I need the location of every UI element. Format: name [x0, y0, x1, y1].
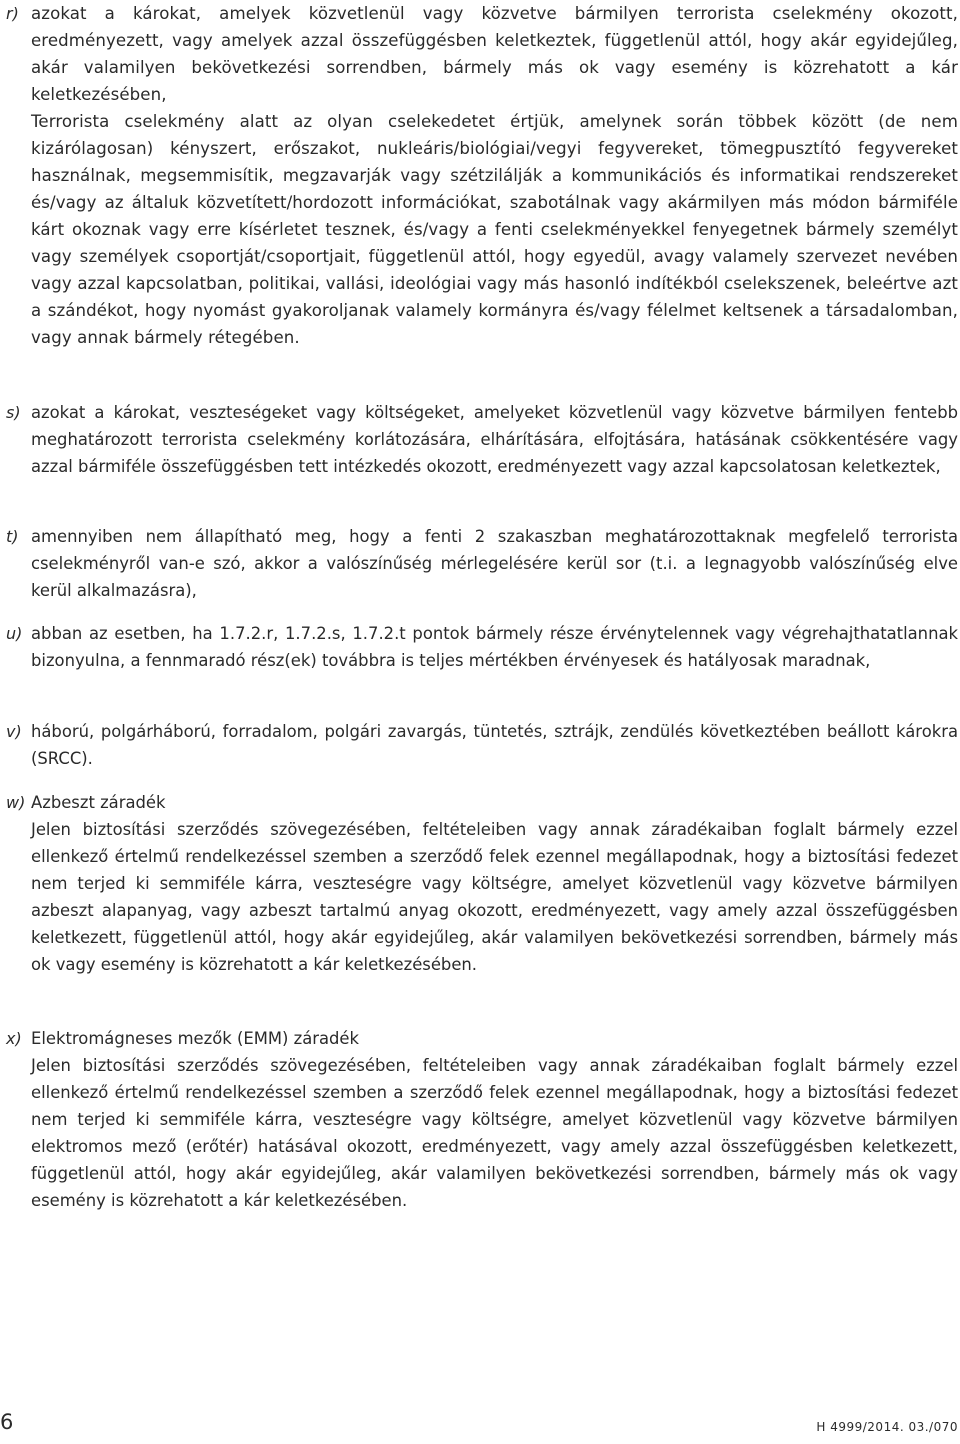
clause-marker: v)	[6, 722, 22, 741]
clause-paragraph: Jelen biztosítási szerződés szövegezésében, feltételeiben vagy annak záradékaiban foglalt bármely ezzel ellenkező értelmű rendelkezéssel szemben a szerződő felek ezennel megállapodnak, hogy a biztosítási fedezet nem terjed ki semmiféle kárra, veszteségre vagy költségre, amelyet közvetlenül vagy közvetve bármilyen elektromos mező (erőtér) hatásával okozott, eredményezett, vagy amely azzal összefüggésben keletkezett, függetlenül attól, hogy akár egyidejűleg, akár valamilyen bekövetkezési sorrendben, bármely más ok vagy esemény is közrehatott a kár keletkezésében.	[31, 1056, 958, 1210]
clause-v	[6, 718, 958, 772]
clause-t	[6, 523, 958, 604]
clause-body	[31, 399, 958, 480]
clause-marker: r)	[6, 4, 19, 23]
clause-marker: x)	[6, 1029, 22, 1048]
clause-s	[6, 399, 958, 480]
clause-x	[6, 1025, 958, 1214]
clause-title: Azbeszt záradék	[31, 793, 166, 812]
clause-r	[6, 0, 958, 351]
clause-body	[31, 1025, 958, 1214]
clause-body	[31, 789, 958, 978]
clause-paragraph: abban az esetben, ha 1.7.2.r, 1.7.2.s, 1.7.2.t pontok bármely része érvénytelennek vagy végrehajthatatlannak bizonyulna, a fennmaradó rész(ek) továbbra is teljes mértékben érvényesek és hatályosak maradnak,	[31, 624, 958, 670]
clause-paragraph: amennyiben nem állapítható meg, hogy a fenti 2 szakaszban meghatározottaknak megfelelő terrorista cselekményről van-e szó, akkor a valószínűség mérlegelésére kerül sor (t.i. a legnagyobb valószínűség elve kerül alkalmazásra),	[31, 527, 958, 600]
page-number: 6	[0, 1410, 14, 1434]
clause-paragraph: háború, polgárháború, forradalom, polgári zavargás, tüntetés, sztrájk, zendülés következtében beállott károkra (SRCC).	[31, 722, 958, 768]
clause-paragraph: Jelen biztosítási szerződés szövegezésében, feltételeiben vagy annak záradékaiban foglalt bármely ezzel ellenkező értelmű rendelkezéssel szemben a szerződő felek ezennel megállapodnak, hogy a biztosítási fedezet nem terjed ki semmiféle kárra, veszteségre vagy költségre, amelyet közvetlenül vagy közvetve bármilyen azbeszt alapanyag, vagy azbeszt tartalmú anyag okozott, eredményezett, vagy amely azzal összefüggésben keletkezett, függetlenül attól, hogy akár egyidejűleg, akár valamilyen bekövetkezési sorrendben, bármely más ok vagy esemény is közrehatott a kár keletkezésében.	[31, 820, 958, 974]
clause-marker: u)	[6, 624, 23, 643]
clause-body	[31, 523, 958, 604]
clause-marker: t)	[6, 527, 19, 546]
clause-title: Elektromágneses mezők (EMM) záradék	[31, 1029, 360, 1048]
clause-u	[6, 620, 958, 674]
clause-paragraph: Terrorista cselekmény alatt az olyan cselekedetet értjük, amelynek során többek között (de nem kizárólagosan) kényszert, erőszakot, nukleáris/biológiai/vegyi fegyvereket, tömegpusztító fegyvereket használnak, megsemmisítik, megzavarják vagy szétzilálják a kommunikációs és informatikai rendszereket és/vagy az általuk közvetített/hordozott információkat, szabotálnak vagy akármilyen más módon bármiféle kárt okoznak vagy erre kísérletet tesznek, és/vagy a fenti cselekményekkel fenyegetnek bármely személyt vagy személyek csoportját/csoportjait, függetlenül attól, hogy egyedül, avagy valamely szervezet nevében vagy azzal kapcsolatban, politikai, vallási, ideológiai vagy más hasonló indítékból cselekszenek, beleértve azt a szándékot, hogy nyomást gyakoroljanak valamely kormányra és/vagy félelmet keltsenek a társadalomban, vagy annak bármely rétegében.	[31, 112, 958, 347]
clause-marker: s)	[6, 403, 21, 422]
clause-paragraph: azokat a károkat, amelyek közvetlenül vagy közvetve bármilyen terrorista cselekmény okozott, eredményezett, vagy amelyek azzal összefüggésben keletkeztek, függetlenül attól, hogy akár egyidejűleg, akár valamilyen bekövetkezési sorrendben, bármely más ok vagy esemény is közrehatott a kár keletkezésében,	[31, 4, 958, 104]
clause-body	[31, 718, 958, 772]
clause-body	[31, 620, 958, 674]
clause-body	[31, 0, 958, 351]
document-code: H 4999/2014. 03./070	[816, 1420, 958, 1434]
clause-paragraph: azokat a károkat, veszteségeket vagy költségeket, amelyeket közvetlenül vagy közvetve bármilyen fentebb meghatározott terrorista cselekmény korlátozására, elhárítására, elfojtására, hatásának csökkentésére vagy azzal bármiféle összefüggésben tett intézkedés okozott, eredményezett vagy azzal kapcsolatosan keletkeztek,	[31, 403, 958, 476]
clause-w	[6, 789, 958, 978]
clause-marker: w)	[6, 793, 26, 812]
